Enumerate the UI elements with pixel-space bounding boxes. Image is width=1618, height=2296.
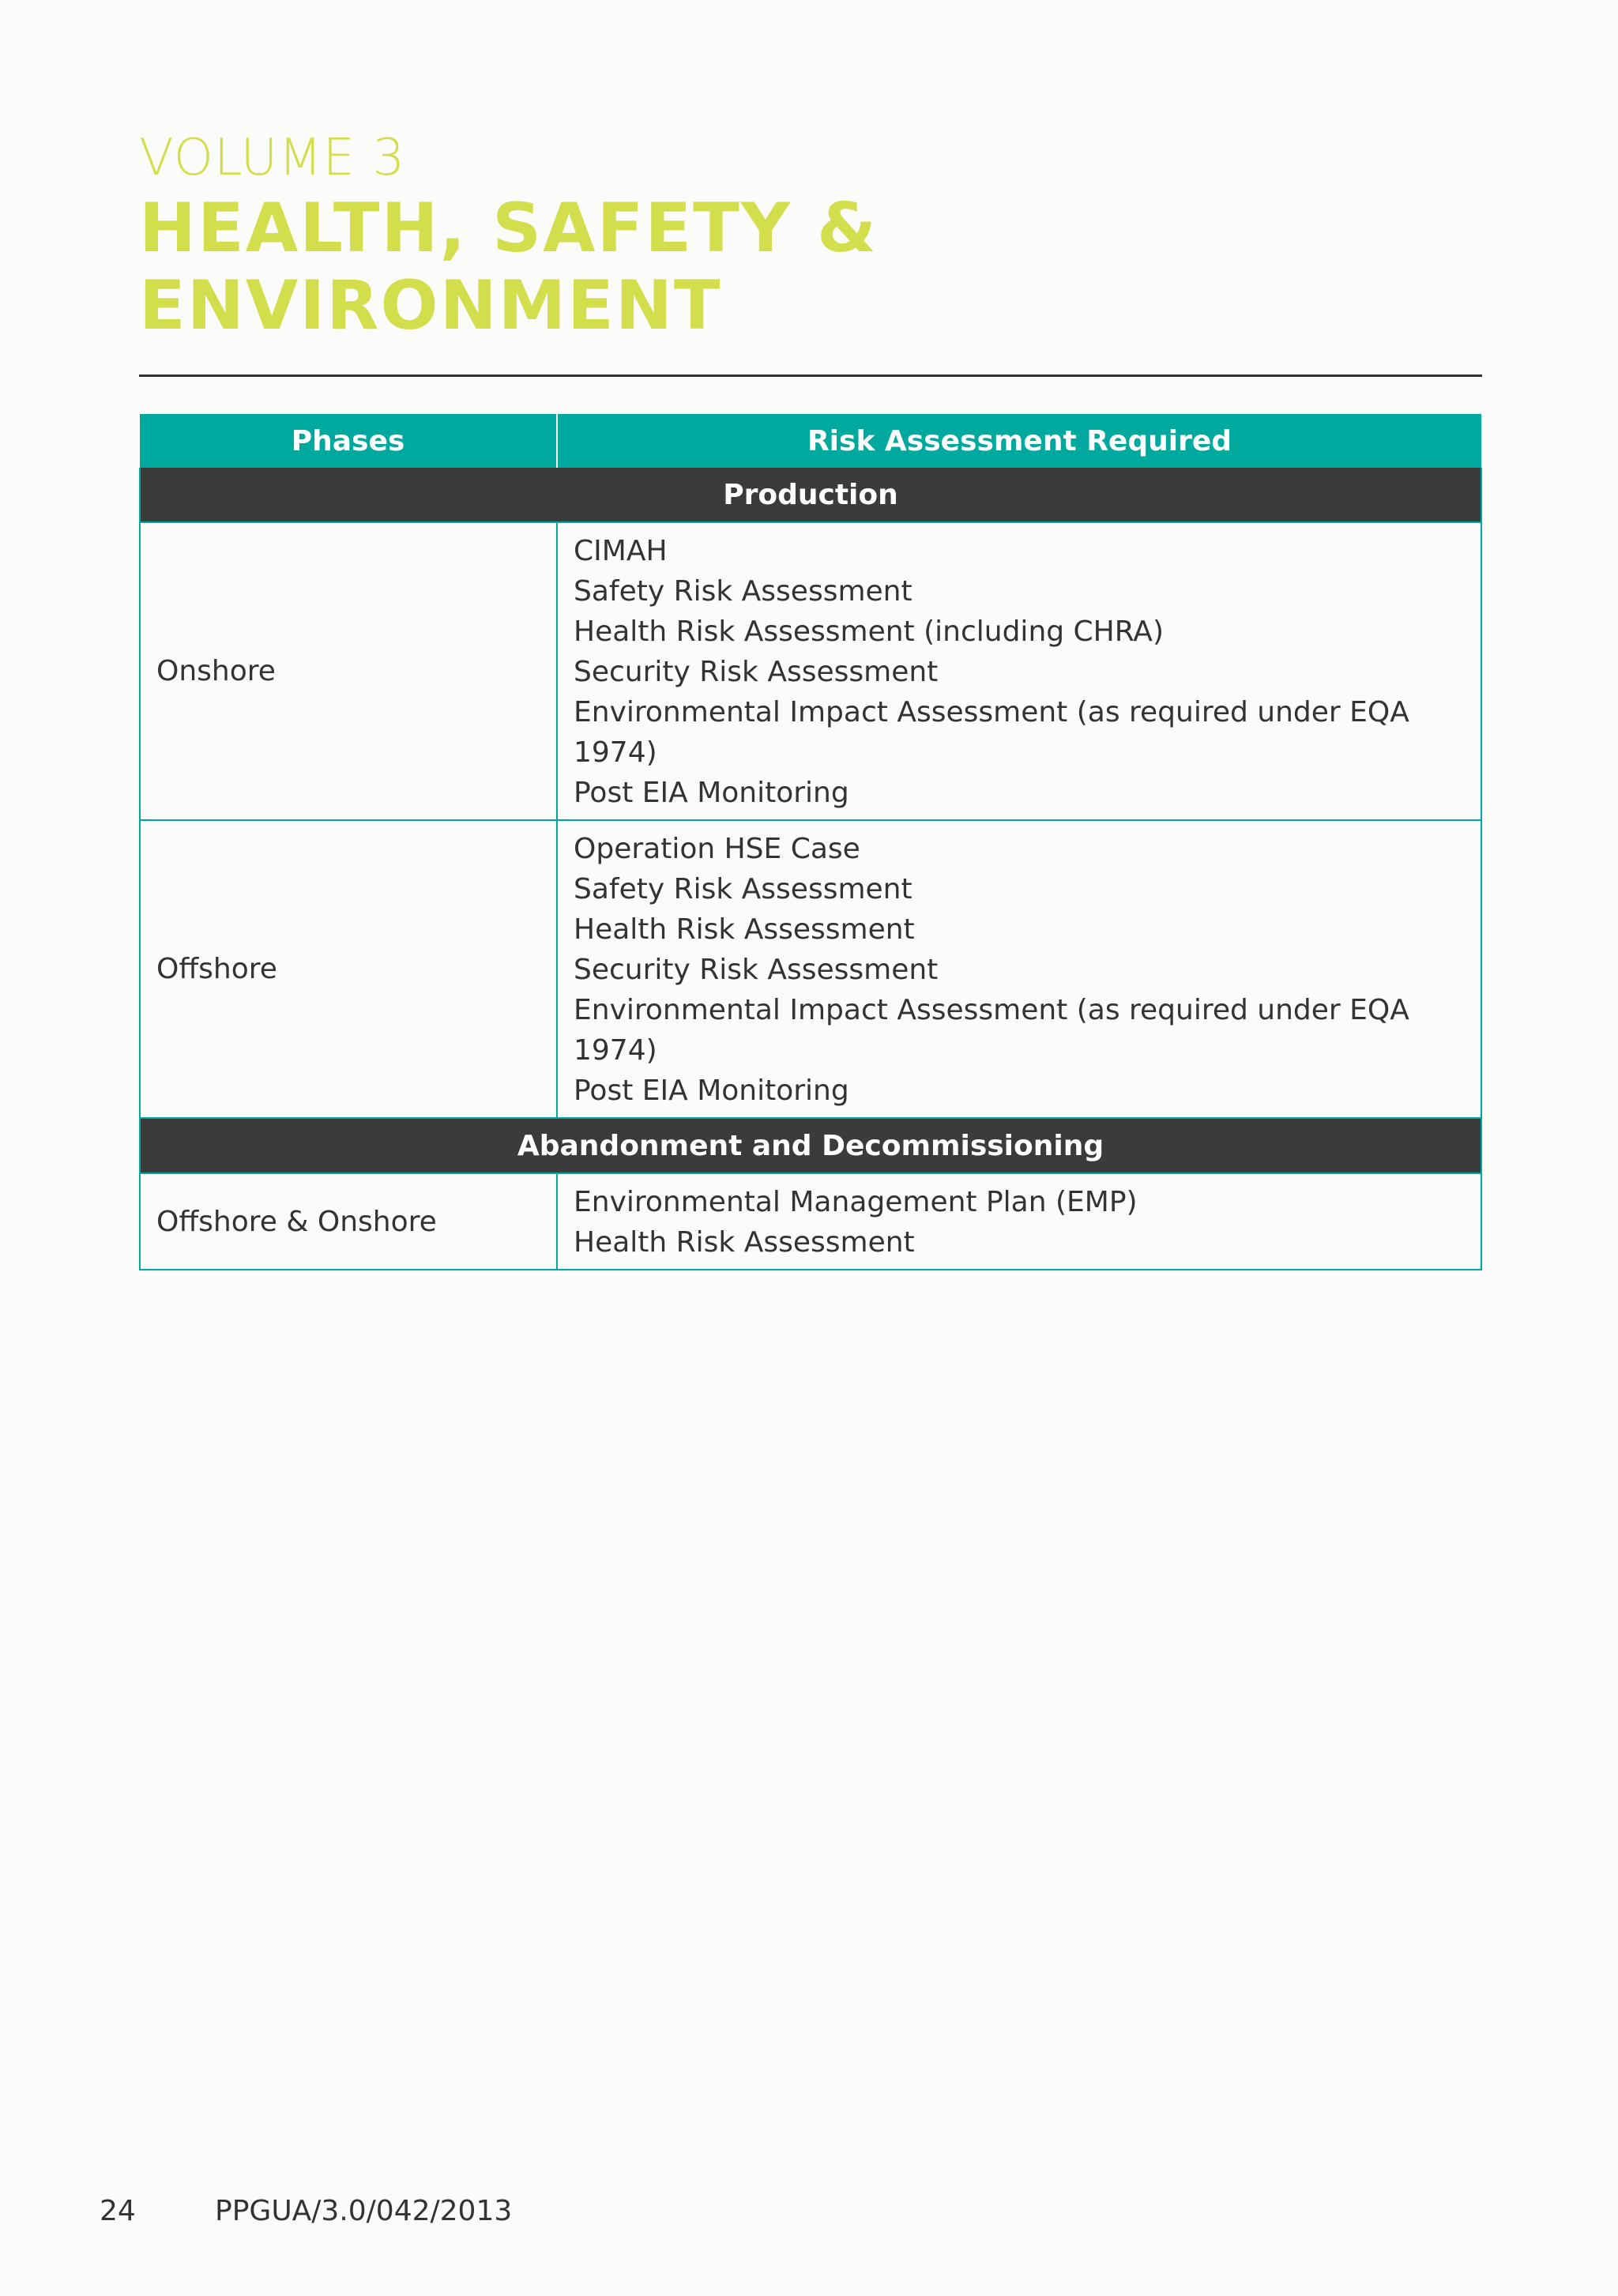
section-row-production: [140, 468, 1481, 522]
phase-cell: Offshore & Onshore: [140, 1173, 557, 1270]
page-header: [139, 126, 1482, 344]
phase-cell: Onshore: [140, 522, 557, 820]
assessment-item: Health Risk Assessment (including CHRA): [574, 615, 1164, 648]
assessment-cell: [557, 820, 1481, 1118]
assessment-item: Health Risk Assessment: [574, 1226, 915, 1259]
column-header-risk-assessment: Risk Assessment Required: [557, 414, 1481, 468]
phase-cell: Offshore: [140, 820, 557, 1118]
assessment-item: Safety Risk Assessment: [574, 873, 912, 905]
table-row: [140, 522, 1481, 820]
assessment-item: Environmental Impact Assessment (as required under EQA 1974): [574, 696, 1409, 769]
assessment-item: Security Risk Assessment: [574, 954, 939, 986]
assessment-item: Environmental Management Plan (EMP): [574, 1186, 1138, 1218]
assessment-item: Post EIA Monitoring: [574, 1075, 849, 1107]
section-row-abandonment: [140, 1118, 1481, 1173]
assessment-item: CIMAH: [574, 535, 668, 567]
volume-label: VOLUME 3: [139, 129, 406, 187]
section-title: Production: [140, 468, 1481, 522]
assessment-item: Health Risk Assessment: [574, 913, 915, 946]
title-line-1: HEALTH, SAFETY &: [139, 189, 878, 268]
table-row: [140, 1173, 1481, 1270]
assessment-item: Post EIA Monitoring: [574, 777, 849, 809]
section-title: Abandonment and Decommissioning: [140, 1118, 1481, 1173]
table-row: [140, 820, 1481, 1118]
page-footer: [100, 2195, 513, 2227]
header-divider: [139, 375, 1482, 377]
assessment-item: Operation HSE Case: [574, 833, 860, 865]
document-code: PPGUA/3.0/042/2013: [215, 2195, 513, 2227]
risk-assessment-table: [139, 414, 1482, 1270]
assessment-cell: [557, 1173, 1481, 1270]
assessment-item: Environmental Impact Assessment (as required under EQA 1974): [574, 994, 1409, 1067]
assessment-item: Security Risk Assessment: [574, 656, 939, 688]
column-header-phases: Phases: [140, 414, 557, 468]
title-line-2: ENVIRONMENT: [139, 266, 722, 345]
assessment-item: Safety Risk Assessment: [574, 575, 912, 608]
page-number: 24: [100, 2195, 136, 2227]
assessment-cell: [557, 522, 1481, 820]
table-header-row: [140, 414, 1481, 468]
